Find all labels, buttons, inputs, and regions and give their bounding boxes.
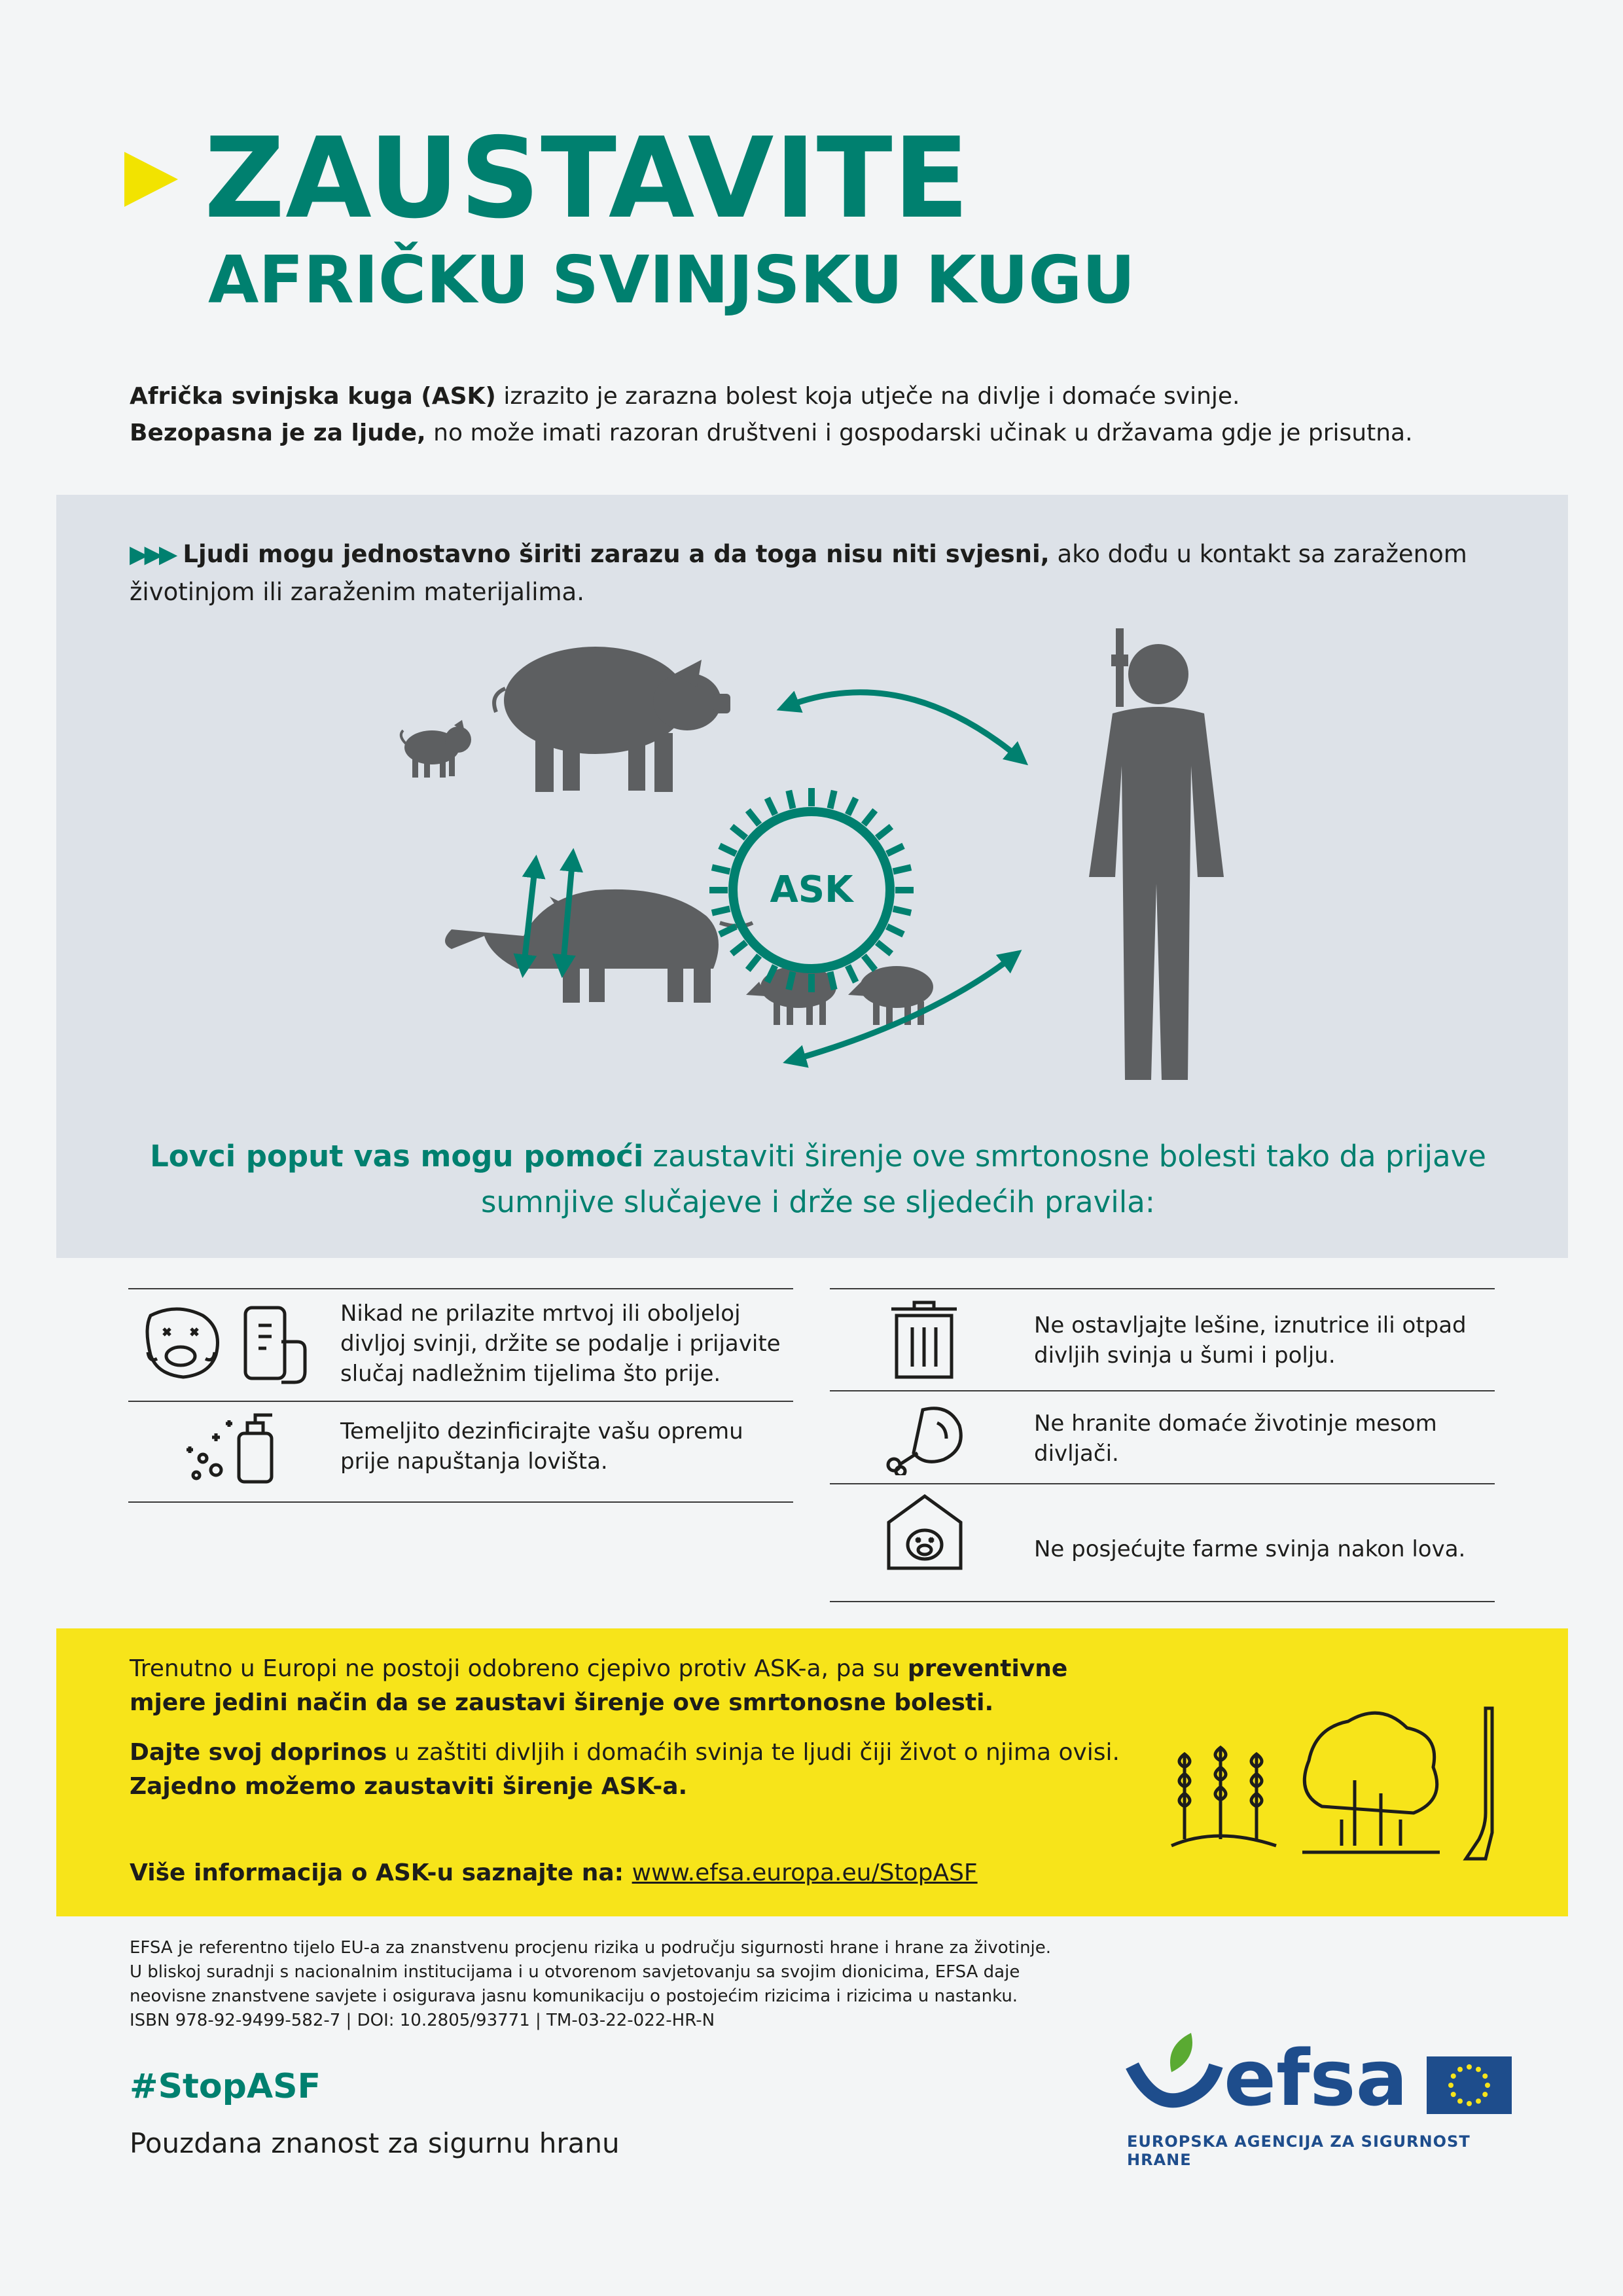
transmission-diagram: [366, 628, 1257, 1086]
rule-right-1: Ne ostavljajte lešine, iznutrice ili otpad divljih svinja u šumi i polju.: [1034, 1312, 1467, 1369]
prevention-plain: Trenutno u Europi ne postoji odobreno cjepivo protiv ASK-a, pa su: [130, 1655, 908, 1682]
page-title: ZAUSTAVITE: [204, 114, 970, 243]
domestic-pig-icon: [494, 647, 730, 792]
rule-right-2: Ne hranite domaće životinje mesom divljači.: [1034, 1410, 1437, 1467]
virus-spike: [848, 965, 856, 982]
wild-boar-icon: [445, 889, 753, 1003]
nature-icons: [1158, 1695, 1512, 1865]
eu-star-icon: [1467, 2101, 1472, 2106]
virus-spike: [848, 798, 856, 814]
virus-spike: [830, 791, 834, 808]
meat-leg-icon: [883, 1397, 969, 1475]
virus-spike: [789, 791, 793, 808]
title-arrow-icon: [124, 152, 178, 207]
virus-spike: [748, 956, 759, 970]
dead-boar-and-phone-icon: [137, 1296, 327, 1388]
virus-spike: [732, 942, 746, 954]
trash-bin-icon: [885, 1296, 963, 1381]
rule-divider: [830, 1288, 1495, 1289]
intro-bold-2: Bezopasna je za ljude,: [130, 420, 426, 446]
agency-name: EUROPSKA AGENCIJA ZA SIGURNOST HRANE: [1127, 2132, 1471, 2169]
tagline: Pouzdana znanost za sigurnu hranu: [130, 2127, 620, 2159]
spread-bold: Ljudi mogu jednostavno širiti zarazu a da toga nisu niti svjesni,: [183, 540, 1050, 568]
hunters-rest: zaustaviti širenje ove smrtonosne bolesti tako da prijave sumnjive slučajeve i drže se sljedećih pravila:: [481, 1139, 1486, 1219]
piglet-icon: [401, 720, 471, 778]
efsa-desc-line: neovisne znanstvene savjete i osigurava jasnu komunikaciju o postojećim rizicima i rizicima u nastanku.: [130, 1986, 1018, 2006]
wheat-icon: [1171, 1748, 1276, 1846]
spread-rest: ako dođu u kontakt sa zaraženom životinjom ili zaraženim materijalima.: [130, 540, 1467, 606]
triple-arrow-icon: ▶▶▶: [130, 540, 174, 568]
rule-divider: [128, 1501, 793, 1503]
efsa-description: [130, 1936, 1111, 2033]
eu-star-icon: [1467, 2064, 1472, 2070]
virus-spike: [732, 827, 746, 838]
rule-divider: [128, 1401, 793, 1402]
virus-label: ASK: [770, 869, 853, 911]
intro-text: [130, 378, 1537, 452]
asf-virus-icon: [709, 788, 914, 992]
eu-star-icon: [1448, 2083, 1454, 2088]
virus-spike: [864, 810, 875, 825]
efsa-logo: [1126, 2033, 1518, 2118]
hunters-bold: Lovci poput vas mogu pomoći: [150, 1139, 644, 1174]
intro-bold-1: Afrička svinjska kuga (ASK): [130, 383, 496, 410]
eu-star-icon: [1482, 2073, 1488, 2079]
intro-rest-1: izrazito je zarazna bolest koja utječe na divlje i domaće svinje.: [495, 383, 1240, 410]
virus-spike: [887, 846, 903, 853]
rule-divider: [830, 1390, 1495, 1391]
efsa-desc-line: EFSA je referentno tijelo EU-a za znanstvenu procjenu rizika u području sigurnosti hrane i hrane za životinje.: [130, 1938, 1052, 1958]
rifle-icon: [1466, 1708, 1492, 1859]
disinfectant-bottle-icon: [177, 1407, 288, 1486]
virus-spike: [712, 867, 730, 871]
prevention-text-1: [130, 1652, 1137, 1720]
eu-star-icon: [1457, 2067, 1463, 2072]
more-info: [130, 1856, 1111, 1890]
spread-text: [130, 535, 1517, 611]
contribute-bold: Dajte svoj doprinos: [130, 1739, 387, 1766]
virus-spike: [877, 827, 891, 838]
rule-divider: [128, 1288, 793, 1289]
rule-divider: [830, 1483, 1495, 1484]
hunters-text: [124, 1134, 1512, 1225]
virus-spike: [712, 908, 730, 912]
hunter-icon: [1089, 628, 1224, 1080]
virus-spike: [767, 798, 775, 814]
virus-spike: [864, 956, 875, 970]
hashtag: #StopASF: [130, 2067, 321, 2106]
eu-star-icon: [1451, 2092, 1456, 2097]
virus-spike: [893, 908, 911, 912]
eu-star-icon: [1476, 2098, 1481, 2104]
rule-left-2: Temeljito dezinficirajte vašu opremu prije napuštanja lovišta.: [340, 1418, 743, 1475]
virus-spike: [789, 972, 793, 990]
page-subtitle: AFRIČKU SVINJSKU KUGU: [208, 242, 1135, 318]
more-info-label: Više informacija o ASK-u saznajte na:: [130, 1859, 632, 1886]
eu-star-icon: [1482, 2092, 1488, 2097]
intro-rest-2: no može imati razoran društveni i gospodarski učinak u državama gdje je prisutna.: [425, 420, 1413, 446]
eu-star-icon: [1476, 2067, 1481, 2072]
more-info-link[interactable]: www.efsa.europa.eu/StopASF: [632, 1859, 978, 1886]
virus-spike: [719, 927, 736, 935]
isbn-line: ISBN 978-92-9499-582-7 | DOI: 10.2805/93771 | TM-03-22-022-HR-N: [130, 2011, 715, 2030]
pig-farm-icon: [883, 1490, 966, 1572]
virus-spike: [893, 867, 911, 871]
virus-spike: [830, 972, 834, 990]
rule-left-1: Nikad ne prilazite mrtvoj ili oboljeloj divljoj svinji, držite se podalje i prijavite slučaj nadležnim tijelima što prije.: [340, 1300, 781, 1387]
rule-divider: [830, 1601, 1495, 1602]
efsa-desc-line: U bliskoj suradnji s nacionalnim institucijama i u otvorenom savjetovanju sa svojim dionicima, EFSA daje: [130, 1962, 1020, 1982]
prevention-text-2: [130, 1736, 1164, 1804]
rule-right-3: Ne posjećujte farme svinja nakon lova.: [1034, 1536, 1466, 1562]
contribute-rest: u zaštiti divljih i domaćih svinja te ljudi čiji život o njima ovisi.: [387, 1739, 1120, 1766]
logo-text: efsa: [1224, 2033, 1408, 2118]
boar-piglet-icon: [848, 966, 933, 1025]
prevention-bold: preventivne mjere jedini način da se zaustavi širenje ove smrtonosne bolesti.: [130, 1655, 1068, 1716]
virus-spike: [748, 810, 759, 825]
together-bold: Zajedno možemo zaustaviti širenje ASK-a.: [130, 1773, 688, 1800]
trees-icon: [1302, 1713, 1440, 1852]
virus-spike: [719, 846, 736, 853]
eu-star-icon: [1457, 2098, 1463, 2104]
virus-spike: [887, 927, 903, 935]
eu-star-icon: [1485, 2083, 1490, 2088]
virus-spike: [877, 942, 891, 954]
eu-star-icon: [1451, 2073, 1456, 2079]
